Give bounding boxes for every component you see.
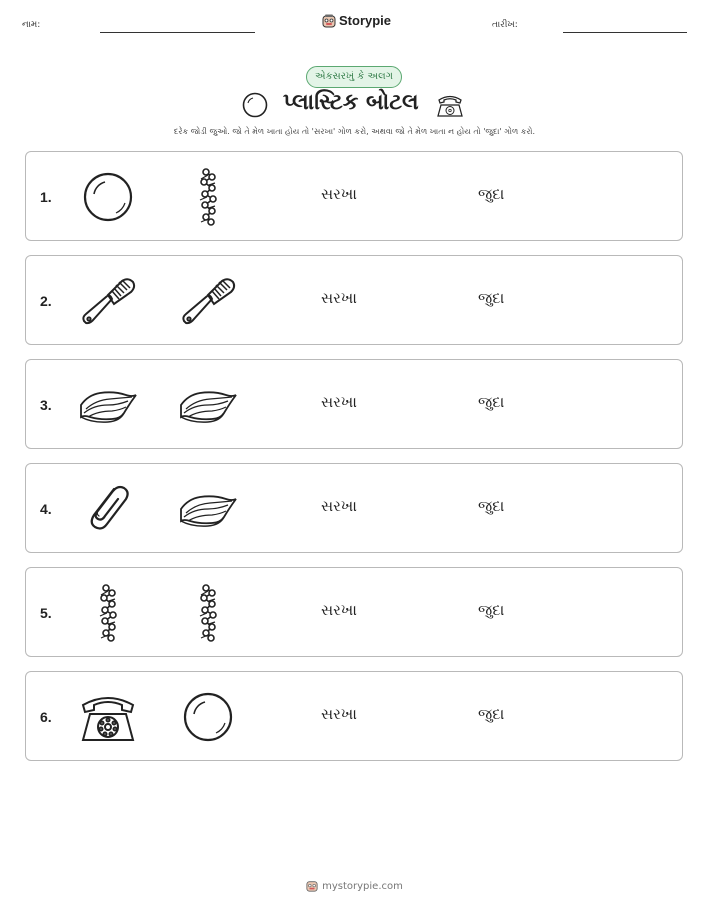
question-number: 6. [40, 709, 52, 725]
different-option[interactable]: જુદા [478, 497, 505, 515]
comb-icon [78, 271, 138, 331]
molecule-chain-icon [78, 583, 138, 643]
comb-icon [178, 271, 238, 331]
date-field[interactable] [563, 32, 687, 33]
question-row [25, 359, 683, 449]
same-option[interactable]: સરખા [321, 497, 357, 515]
question-row [25, 671, 683, 761]
same-option[interactable]: સરખા [321, 601, 357, 619]
question-number: 1. [40, 189, 52, 205]
different-option[interactable]: જુદા [478, 705, 505, 723]
cloth-icon [178, 375, 238, 435]
telephone-icon [78, 687, 138, 747]
cloth-icon [178, 479, 238, 539]
question-row [25, 463, 683, 553]
question-number: 3. [40, 397, 52, 413]
storypie-logo [322, 13, 391, 28]
different-option[interactable]: જુદા [478, 601, 505, 619]
bubble-icon [178, 687, 238, 747]
bubble-icon [78, 167, 138, 227]
question-number: 4. [40, 501, 52, 517]
date-label: તારીખ: [492, 20, 518, 30]
same-option[interactable]: સરખા [321, 393, 357, 411]
question-row [25, 567, 683, 657]
page-title: પ્લાસ્ટિક બોટલ [283, 90, 419, 115]
different-option[interactable]: જુદા [478, 185, 505, 203]
instructions-text: દરેક જોડી જુઓ. જો તે મેળ ખાતા હોય તો 'સરખા' ગોળ કરો, અથવા જો તે મેળ ખાતા ન હોય તો 'જુદા' ગોળ કરો. [173, 127, 536, 136]
name-label: નામ: [22, 20, 41, 30]
paperclip-icon [78, 479, 138, 539]
question-number: 2. [40, 293, 52, 309]
different-option[interactable]: જુદા [478, 393, 505, 411]
question-row [25, 255, 683, 345]
worksheet-type-badge: એકસરખું કે અલગ [306, 66, 402, 88]
title-row [0, 88, 709, 124]
molecule-chain-icon [178, 167, 238, 227]
same-option[interactable]: સરખા [321, 705, 357, 723]
molecule-chain-icon [178, 583, 238, 643]
same-option[interactable]: સરખા [321, 289, 357, 307]
footer-url: mystorypie.com [322, 880, 403, 892]
question-row [25, 151, 683, 241]
bubble-icon [242, 92, 268, 122]
footer [0, 880, 709, 892]
worksheet-header [0, 0, 709, 50]
telephone-icon [434, 90, 466, 124]
question-number: 5. [40, 605, 52, 621]
storypie-mascot-icon [322, 14, 336, 28]
name-field[interactable] [100, 32, 255, 33]
same-option[interactable]: સરખા [321, 185, 357, 203]
cloth-icon [78, 375, 138, 435]
different-option[interactable]: જુદા [478, 289, 505, 307]
brand-name: Storypie [339, 13, 392, 28]
storypie-mascot-icon [306, 880, 318, 892]
